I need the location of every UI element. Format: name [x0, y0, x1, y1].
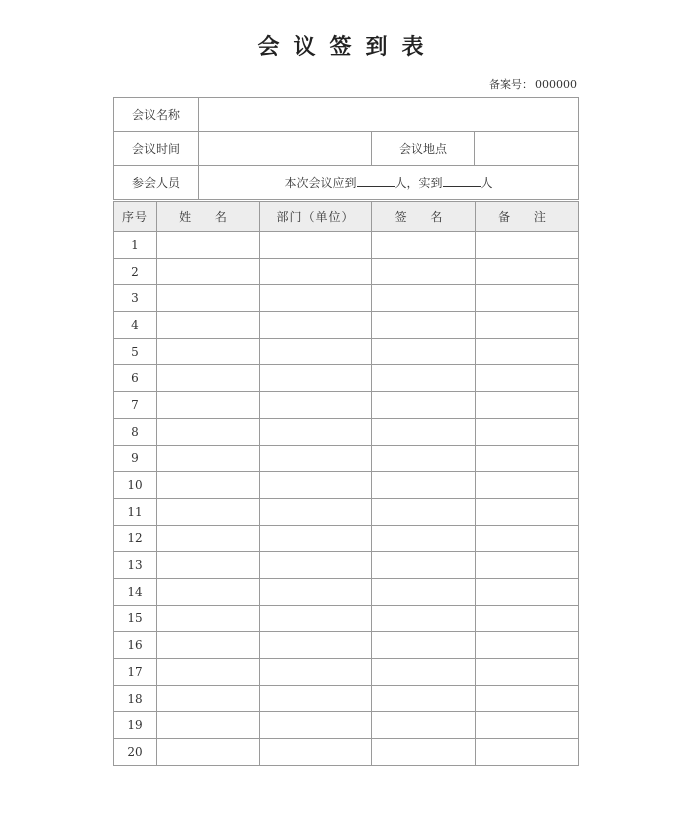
row-seq: 15 [114, 605, 157, 632]
signature-cell[interactable] [372, 605, 476, 632]
remarks-cell[interactable] [476, 285, 579, 312]
signature-cell[interactable] [372, 739, 476, 766]
header-signature: 签 名 [372, 202, 476, 232]
meeting-name-row [114, 98, 579, 132]
department-cell[interactable] [260, 258, 372, 285]
department-cell[interactable] [260, 312, 372, 339]
department-cell[interactable] [260, 605, 372, 632]
remarks-cell[interactable] [476, 392, 579, 419]
remarks-cell[interactable] [476, 552, 579, 579]
attendees-label: 参会人员 [114, 166, 199, 200]
record-label: 备案号： [489, 78, 533, 91]
signature-cell[interactable] [372, 312, 476, 339]
table-row [114, 232, 579, 259]
name-cell[interactable] [157, 418, 260, 445]
row-seq: 12 [114, 525, 157, 552]
table-row [114, 418, 579, 445]
table-row [114, 605, 579, 632]
department-cell[interactable] [260, 445, 372, 472]
signature-cell[interactable] [372, 498, 476, 525]
meeting-place-label: 会议地点 [372, 132, 475, 166]
department-cell[interactable] [260, 285, 372, 312]
table-row [114, 578, 579, 605]
row-seq: 17 [114, 659, 157, 686]
signature-cell[interactable] [372, 338, 476, 365]
record-value: 000000 [535, 78, 577, 91]
signature-cell[interactable] [372, 552, 476, 579]
row-seq: 4 [114, 312, 157, 339]
row-seq: 13 [114, 552, 157, 579]
attendance-suffix: 人 [480, 176, 493, 190]
table-row [114, 338, 579, 365]
signature-cell[interactable] [372, 659, 476, 686]
actual-count-blank[interactable] [443, 174, 481, 187]
department-cell[interactable] [260, 525, 372, 552]
meeting-place-field[interactable] [475, 132, 579, 166]
remarks-cell[interactable] [476, 418, 579, 445]
remarks-cell[interactable] [476, 498, 579, 525]
attendance-mid: 人，实到 [394, 176, 443, 190]
signature-cell[interactable] [372, 632, 476, 659]
name-cell[interactable] [157, 498, 260, 525]
remarks-cell[interactable] [476, 525, 579, 552]
row-seq: 10 [114, 472, 157, 499]
name-cell[interactable] [157, 739, 260, 766]
signature-cell[interactable] [372, 232, 476, 259]
department-cell[interactable] [260, 739, 372, 766]
remarks-cell[interactable] [476, 712, 579, 739]
row-seq: 14 [114, 578, 157, 605]
table-row [114, 312, 579, 339]
table-row [114, 712, 579, 739]
signature-cell[interactable] [372, 685, 476, 712]
sign-in-table [113, 201, 579, 766]
table-row [114, 552, 579, 579]
table-row [114, 739, 579, 766]
remarks-cell[interactable] [476, 258, 579, 285]
signature-cell[interactable] [372, 392, 476, 419]
name-cell[interactable] [157, 445, 260, 472]
header-department: 部门（单位） [260, 202, 372, 232]
department-cell[interactable] [260, 632, 372, 659]
header-seq: 序号 [114, 202, 157, 232]
department-cell[interactable] [260, 418, 372, 445]
signature-cell[interactable] [372, 418, 476, 445]
name-cell[interactable] [157, 338, 260, 365]
remarks-cell[interactable] [476, 312, 579, 339]
sign-in-header-row [114, 202, 579, 232]
department-cell[interactable] [260, 712, 372, 739]
name-cell[interactable] [157, 712, 260, 739]
department-cell[interactable] [260, 472, 372, 499]
name-cell[interactable] [157, 258, 260, 285]
row-seq: 1 [114, 232, 157, 259]
row-seq: 20 [114, 739, 157, 766]
attendance-prefix: 本次会议应到 [284, 176, 357, 190]
row-seq: 11 [114, 498, 157, 525]
signature-cell[interactable] [372, 472, 476, 499]
name-cell[interactable] [157, 525, 260, 552]
department-cell[interactable] [260, 552, 372, 579]
name-cell[interactable] [157, 392, 260, 419]
meeting-name-field[interactable] [199, 98, 579, 132]
signature-cell[interactable] [372, 365, 476, 392]
row-seq: 6 [114, 365, 157, 392]
table-row [114, 525, 579, 552]
remarks-cell[interactable] [476, 739, 579, 766]
name-cell[interactable] [157, 578, 260, 605]
signature-cell[interactable] [372, 285, 476, 312]
meeting-info-table [113, 97, 579, 200]
row-seq: 2 [114, 258, 157, 285]
signature-cell[interactable] [372, 258, 476, 285]
remarks-cell[interactable] [476, 445, 579, 472]
table-row [114, 498, 579, 525]
row-seq: 18 [114, 685, 157, 712]
table-row [114, 472, 579, 499]
table-row [114, 365, 579, 392]
department-cell[interactable] [260, 659, 372, 686]
signature-cell[interactable] [372, 525, 476, 552]
table-row [114, 632, 579, 659]
name-cell[interactable] [157, 365, 260, 392]
name-cell[interactable] [157, 605, 260, 632]
remarks-cell[interactable] [476, 605, 579, 632]
name-cell[interactable] [157, 312, 260, 339]
row-seq: 5 [114, 338, 157, 365]
remarks-cell[interactable] [476, 685, 579, 712]
department-cell[interactable] [260, 498, 372, 525]
remarks-cell[interactable] [476, 659, 579, 686]
row-seq: 16 [114, 632, 157, 659]
remarks-cell[interactable] [476, 365, 579, 392]
row-seq: 7 [114, 392, 157, 419]
table-row [114, 659, 579, 686]
header-remarks: 备 注 [476, 202, 579, 232]
table-row [114, 685, 579, 712]
meeting-name-label: 会议名称 [114, 98, 199, 132]
row-seq: 9 [114, 445, 157, 472]
meeting-time-row [114, 132, 579, 166]
signature-cell[interactable] [372, 578, 476, 605]
row-seq: 3 [114, 285, 157, 312]
table-row [114, 392, 579, 419]
name-cell[interactable] [157, 552, 260, 579]
table-row [114, 285, 579, 312]
record-number [489, 76, 577, 92]
meeting-time-label: 会议时间 [114, 132, 199, 166]
header-name: 姓 名 [157, 202, 260, 232]
department-cell[interactable] [260, 578, 372, 605]
name-cell[interactable] [157, 472, 260, 499]
table-row [114, 445, 579, 472]
department-cell[interactable] [260, 338, 372, 365]
name-cell[interactable] [157, 232, 260, 259]
attendance-summary [199, 166, 579, 200]
table-row [114, 258, 579, 285]
name-cell[interactable] [157, 685, 260, 712]
remarks-cell[interactable] [476, 232, 579, 259]
department-cell[interactable] [260, 365, 372, 392]
department-cell[interactable] [260, 685, 372, 712]
remarks-cell[interactable] [476, 578, 579, 605]
row-seq: 19 [114, 712, 157, 739]
remarks-cell[interactable] [476, 632, 579, 659]
department-cell[interactable] [260, 392, 372, 419]
name-cell[interactable] [157, 285, 260, 312]
row-seq: 8 [114, 418, 157, 445]
remarks-cell[interactable] [476, 472, 579, 499]
sign-in-rows [114, 232, 579, 766]
name-cell[interactable] [157, 632, 260, 659]
meeting-time-field[interactable] [199, 132, 372, 166]
signature-cell[interactable] [372, 445, 476, 472]
page-title: 会议签到表 [257, 35, 438, 60]
name-cell[interactable] [157, 659, 260, 686]
attendees-row [114, 166, 579, 200]
remarks-cell[interactable] [476, 338, 579, 365]
department-cell[interactable] [260, 232, 372, 259]
signature-cell[interactable] [372, 712, 476, 739]
expected-count-blank[interactable] [357, 174, 395, 187]
